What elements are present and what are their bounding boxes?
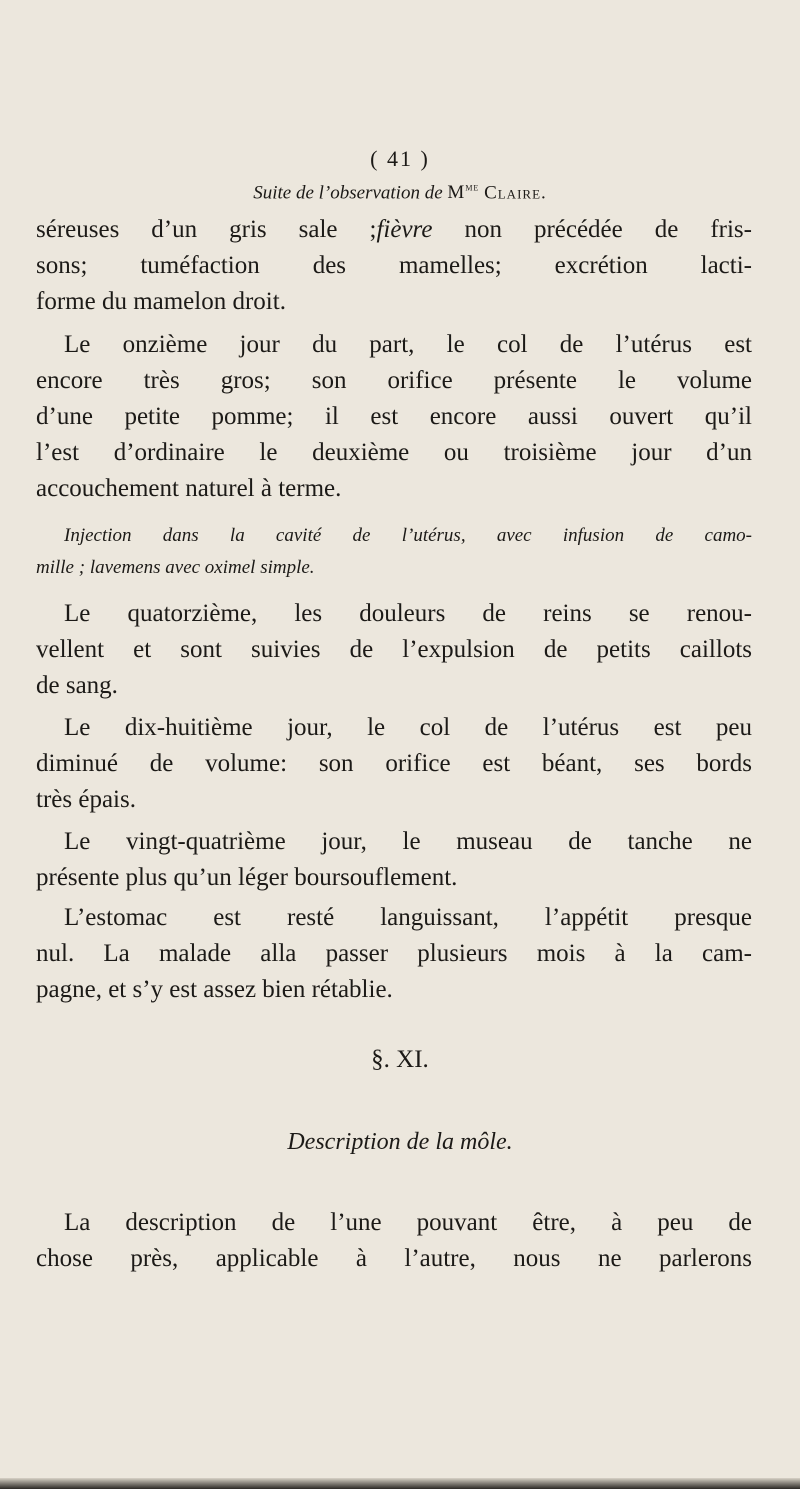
text-line: vellent et sont suivies de l’expulsion de petits caillots bbox=[36, 636, 752, 663]
text-line: accouchement naturel à terme. bbox=[36, 475, 342, 502]
text-line: encore très gros; son orifice présente le volume bbox=[36, 367, 752, 394]
text-line: diminué de volume: son orifice est béant, ses bords bbox=[36, 750, 752, 777]
text-line: de sang. bbox=[36, 672, 118, 699]
text-line: très épais. bbox=[36, 786, 136, 813]
running-head-prefix: Suite de l’observation de bbox=[253, 182, 443, 204]
running-head-title: $M^{me}$ bbox=[447, 182, 480, 204]
text-line: sons; tuméfaction des mamelles; excrétion lacti- bbox=[36, 252, 752, 279]
treatment-note: Injection dans la cavité de l’utérus, avec infusion de camo- bbox=[64, 525, 752, 546]
text-line: séreuses d’un gris sale ;fièvre non précédée de fris- bbox=[36, 216, 752, 243]
text-line: pagne, et s’y est assez bien rétablie. bbox=[36, 976, 393, 1003]
page-edge-shadow bbox=[0, 1478, 800, 1489]
text-line: L’estomac est resté languissant, l’appétit presque bbox=[64, 904, 752, 931]
text-line: Le vingt-quatrième jour, le museau de tanche ne bbox=[64, 828, 752, 855]
text-line: Le dix-huitième jour, le col de l’utérus est peu bbox=[64, 714, 752, 741]
page-number: ( 41 ) bbox=[370, 146, 430, 171]
section-number: §. XI. bbox=[371, 1046, 429, 1073]
text-line: nul. La malade alla passer plusieurs mois à la cam- bbox=[36, 940, 752, 967]
text-line: Le quatorzième, les douleurs de reins se renou- bbox=[64, 600, 752, 627]
text-line: chose près, applicable à l’autre, nous ne parlerons bbox=[36, 1245, 752, 1272]
section-heading: Description de la môle. bbox=[287, 1129, 513, 1155]
running-head-name: Claire. bbox=[484, 182, 547, 204]
text-line: présente plus qu’un léger boursouflement. bbox=[36, 864, 458, 891]
text-line: Le onzième jour du part, le col de l’utérus est bbox=[64, 331, 752, 358]
text-line: l’est d’ordinaire le deuxième ou troisième jour d’un bbox=[36, 439, 752, 466]
text-line: d’une petite pomme; il est encore aussi ouvert qu’il bbox=[36, 403, 752, 430]
text-line: forme du mamelon droit. bbox=[36, 288, 286, 315]
treatment-note: mille ; lavemens avec oximel simple. bbox=[36, 557, 315, 578]
text-line: La description de l’une pouvant être, à peu de bbox=[64, 1209, 752, 1236]
running-head bbox=[0, 182, 800, 204]
